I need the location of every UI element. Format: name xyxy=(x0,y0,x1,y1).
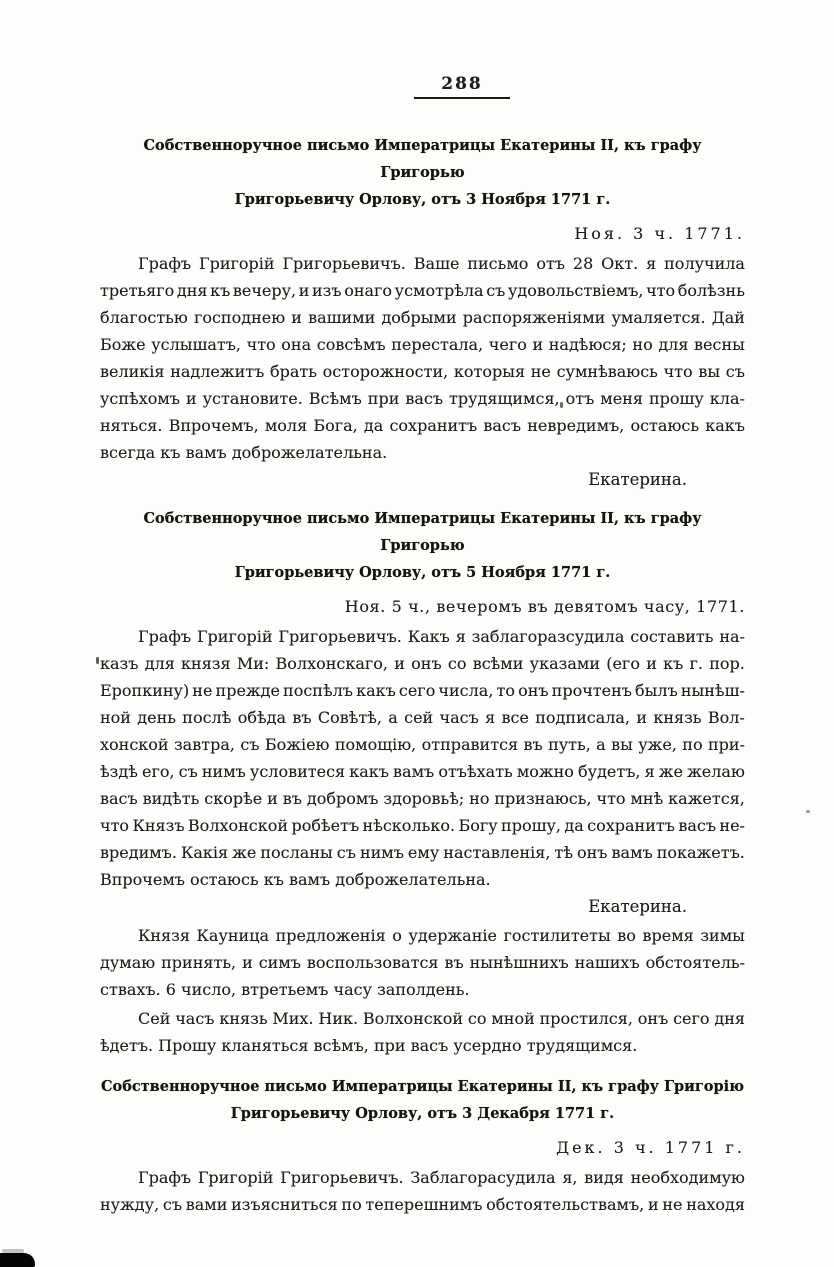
text-line xyxy=(100,385,745,412)
word: видѣть xyxy=(142,789,200,808)
letter-signature: Екатерина. xyxy=(588,897,687,916)
word: усмотрѣла xyxy=(394,281,484,300)
word: путь, xyxy=(548,735,591,754)
text-line xyxy=(100,704,745,731)
word: что xyxy=(663,362,693,381)
word: Григорій xyxy=(197,1168,274,1187)
word: же xyxy=(658,762,683,781)
word: господнею xyxy=(193,308,286,327)
word: признаюсь, xyxy=(494,789,592,808)
word: а xyxy=(388,708,398,727)
word: въ xyxy=(523,735,543,754)
word: обѣда xyxy=(237,708,286,727)
word: то xyxy=(496,681,515,700)
word: она xyxy=(281,335,312,354)
text-line xyxy=(100,304,745,331)
word: онаго xyxy=(344,281,393,300)
letter-heading xyxy=(100,132,745,213)
word: Графъ xyxy=(138,254,192,273)
word: Григорій xyxy=(196,627,273,646)
word: я xyxy=(455,627,466,646)
word: сохранитъ xyxy=(587,816,675,835)
word: на- xyxy=(719,627,745,646)
word: прошу xyxy=(648,389,704,408)
word: установите. xyxy=(202,389,303,408)
word: г. xyxy=(689,654,703,673)
word: дня xyxy=(714,1009,745,1028)
word: чего xyxy=(488,335,527,354)
text-line xyxy=(100,277,745,304)
word: отъѣхать xyxy=(438,762,513,781)
word: и xyxy=(185,389,197,408)
word: добрыми xyxy=(381,308,457,327)
word: Ник. xyxy=(318,1009,359,1028)
word: можно xyxy=(516,762,574,781)
word: васъ xyxy=(678,816,717,835)
word: Сей xyxy=(138,1009,171,1028)
text-column xyxy=(100,132,745,1218)
word: кажется, xyxy=(668,789,745,808)
word: необходимую xyxy=(630,1168,745,1187)
letter-paragraph xyxy=(100,922,745,1003)
word: не xyxy=(530,362,551,381)
letter-heading xyxy=(100,505,745,586)
word: какъ xyxy=(705,416,745,435)
word: которыя xyxy=(453,362,526,381)
word: въ xyxy=(282,789,302,808)
word: заблагоразсудила xyxy=(471,627,625,646)
word: письмо xyxy=(467,254,529,273)
word: желаю xyxy=(687,762,745,781)
word: но xyxy=(632,335,653,354)
word: совсѣмъ xyxy=(316,335,386,354)
word: не- xyxy=(719,816,745,835)
word: онъ xyxy=(637,1009,669,1028)
word: вамъ xyxy=(611,843,653,862)
word: обстоятельствамъ, xyxy=(486,1195,645,1214)
scan-speck xyxy=(560,402,563,408)
text-line xyxy=(100,949,745,976)
word: о xyxy=(392,926,402,945)
word: же xyxy=(232,843,257,862)
word: часъ xyxy=(439,708,479,727)
word: тѣ xyxy=(554,843,573,862)
word: Графъ xyxy=(138,1168,192,1187)
word: нимъ xyxy=(201,762,246,781)
letter-heading xyxy=(100,1073,745,1127)
word: Князя xyxy=(138,926,190,945)
word: онъ xyxy=(577,843,608,862)
word: обстоятель- xyxy=(645,953,745,972)
word: гостилитеты xyxy=(503,926,611,945)
word: во xyxy=(617,926,636,945)
word: съ xyxy=(178,762,198,781)
word: Графъ xyxy=(138,627,192,646)
letter-paragraph xyxy=(100,1164,745,1218)
letter-paragraph xyxy=(100,250,745,466)
word: успѣхомъ xyxy=(100,389,180,408)
word: и xyxy=(291,308,302,327)
word: надѣюся; xyxy=(548,335,627,354)
word: день xyxy=(137,708,176,727)
word: къ xyxy=(663,654,684,673)
word: и xyxy=(242,953,253,972)
word: Божіею xyxy=(264,735,330,754)
text-line xyxy=(100,785,745,812)
word: съ xyxy=(240,735,260,754)
word: удержаніе xyxy=(408,926,497,945)
word: Ваше xyxy=(413,254,460,273)
ink-blot-artifact xyxy=(0,1253,35,1267)
letter-signature: Екатерина. xyxy=(588,470,687,489)
word: и xyxy=(646,654,657,673)
word: отъ xyxy=(536,254,565,273)
word: Григорьевичъ. xyxy=(282,254,406,273)
word: здоровьѣ; xyxy=(383,789,465,808)
word: васъ xyxy=(100,789,138,808)
word: вашими xyxy=(308,308,376,327)
word: ему xyxy=(407,843,440,862)
word: сохранитъ xyxy=(389,416,478,435)
word: скорѣе xyxy=(204,789,263,808)
word: великія xyxy=(100,362,165,381)
word: и xyxy=(532,335,544,354)
text-line xyxy=(100,1191,745,1218)
letter-dateline: Дек. 3 ч. 1771 г. xyxy=(556,1138,745,1157)
word: пор. xyxy=(709,654,745,673)
text-line xyxy=(100,1164,745,1191)
word: нимъ xyxy=(359,843,404,862)
word: я, xyxy=(562,1168,578,1187)
word: весны xyxy=(694,335,745,354)
page-number: 288 xyxy=(441,74,483,94)
word: Вол- xyxy=(707,708,745,727)
word: Какъ xyxy=(407,627,450,646)
word: числа, xyxy=(438,681,494,700)
word: вредимъ. xyxy=(100,843,177,862)
word: васъ xyxy=(483,416,522,435)
word: отправится xyxy=(421,735,519,754)
word: нужду, xyxy=(100,1195,160,1214)
word: добромъ xyxy=(306,789,379,808)
text-line xyxy=(100,412,745,439)
word: сей xyxy=(404,708,434,727)
word: князь xyxy=(653,708,702,727)
word: надлежитъ xyxy=(170,362,265,381)
word: вы xyxy=(611,735,633,754)
word: изъ xyxy=(312,281,342,300)
word: все xyxy=(501,708,529,727)
word: отъ xyxy=(565,389,595,408)
word: Совѣтѣ, xyxy=(317,708,382,727)
word: какъ xyxy=(356,681,396,700)
word: со xyxy=(447,654,467,673)
word: принять, xyxy=(161,953,237,972)
word: князя xyxy=(181,654,231,673)
word: и xyxy=(394,654,405,673)
word: по xyxy=(682,735,703,754)
word: въ xyxy=(292,708,312,727)
word: васъ xyxy=(405,389,444,408)
word: князь xyxy=(219,1009,268,1028)
word: Дай xyxy=(711,308,745,327)
text-line xyxy=(100,677,745,704)
word: будетъ, xyxy=(578,762,641,781)
word: (его xyxy=(606,654,640,673)
word: дня xyxy=(176,281,208,300)
letter-paragraph xyxy=(100,1005,745,1059)
text-line: Впрочемъ остаюсь къ вамъ доброжелательна. xyxy=(100,870,491,889)
word: меня xyxy=(600,389,643,408)
word: робѣетъ xyxy=(291,816,360,835)
word: получила xyxy=(664,254,745,273)
word: Боже xyxy=(100,335,146,354)
word: вы xyxy=(698,362,721,381)
word: Впрочемъ, xyxy=(168,416,259,435)
word: указами xyxy=(529,654,600,673)
word: невредимъ, xyxy=(527,416,625,435)
word: при- xyxy=(707,735,745,754)
word: прежде xyxy=(215,681,280,700)
word: сего xyxy=(673,1009,710,1028)
letter-3 xyxy=(100,1073,745,1218)
word: хонской xyxy=(100,735,169,754)
word: для xyxy=(658,335,689,354)
text-line xyxy=(100,331,745,358)
word: уже, xyxy=(638,735,677,754)
word: въ xyxy=(444,953,464,972)
word: Волхонскаго, xyxy=(275,654,388,673)
word: что xyxy=(646,281,676,300)
word: что xyxy=(596,789,626,808)
word: да xyxy=(564,816,584,835)
word: нашихъ xyxy=(574,953,640,972)
word: мнѣ xyxy=(630,789,664,808)
word: наставленія, xyxy=(443,843,551,862)
text-line xyxy=(100,839,745,866)
word: Какія xyxy=(180,843,229,862)
text-line xyxy=(100,731,745,758)
scan-speck xyxy=(96,657,99,664)
word: зимы xyxy=(700,926,745,945)
text-line: ствахъ. 6 число, втретьемъ часу заполдень. xyxy=(100,980,470,999)
word: что xyxy=(246,335,276,354)
word: воспользоватся xyxy=(306,953,439,972)
scan-speck xyxy=(806,810,810,813)
letter-heading-line: Григорьевичу Орлову, отъ 3 Декабря 1771 г. xyxy=(230,1105,615,1122)
word: казъ xyxy=(100,654,139,673)
word: остаюсь xyxy=(630,416,700,435)
word: удовольствіемъ, xyxy=(507,281,644,300)
word: 28 xyxy=(572,254,594,273)
word: къ xyxy=(210,281,231,300)
text-line xyxy=(100,250,745,277)
letter-heading-line: Григорьевичу Орлову, отъ 3 Ноября 1771 г. xyxy=(234,191,611,208)
word: посланы xyxy=(260,843,333,862)
word: да xyxy=(363,416,384,435)
word: кла- xyxy=(709,389,745,408)
word: сего xyxy=(398,681,436,700)
word: съ xyxy=(486,281,506,300)
word: нынѣшнихъ xyxy=(469,953,569,972)
word: ной xyxy=(100,708,131,727)
word: подписала, xyxy=(535,708,631,727)
text-line: всегда къ вамъ доброжелательна. xyxy=(100,443,388,462)
word: при xyxy=(367,389,400,408)
word: составить xyxy=(630,627,714,646)
word: нѣсколько. xyxy=(362,816,456,835)
letter-heading-line: Собственноручное письмо Императрицы Екатерины II, къ графу Григорью xyxy=(143,137,702,181)
word: я xyxy=(485,708,496,727)
letter-heading-line: Собственноручное письмо Императрицы Екатерины II, къ графу Григорью xyxy=(143,510,702,554)
text-line xyxy=(100,650,745,677)
word: завтра, xyxy=(173,735,235,754)
word: простился, xyxy=(539,1009,633,1028)
word: Кауница xyxy=(196,926,270,945)
word: Мих. xyxy=(272,1009,314,1028)
word: распоряженіями xyxy=(462,308,606,327)
word: болѣзнь xyxy=(677,281,745,300)
word: прочтенъ xyxy=(551,681,632,700)
text-line xyxy=(100,758,745,785)
text-line xyxy=(100,623,745,650)
word: но xyxy=(469,789,490,808)
word: услышатъ, xyxy=(151,335,241,354)
word: не xyxy=(662,1195,683,1214)
word: съ xyxy=(336,843,356,862)
letter-dateline: Ноя. 5 ч., вечеромъ въ девятомъ часу, 1771. xyxy=(344,597,745,616)
letter-heading-line: Григорьевичу Орлову, отъ 5 Ноября 1771 г. xyxy=(234,564,611,581)
word: по xyxy=(341,1195,362,1214)
word: нынѣш- xyxy=(680,681,745,700)
word: и xyxy=(267,789,278,808)
word: находя xyxy=(686,1195,745,1214)
word: Еропкину) xyxy=(100,681,190,700)
word: прошу, xyxy=(501,816,561,835)
word: что xyxy=(100,816,130,835)
word: няться. xyxy=(100,416,163,435)
word: онъ xyxy=(411,654,442,673)
letter-dateline: Ноя. 3 ч. 1771. xyxy=(574,224,745,243)
text-line: ѣдетъ. Прошу кланяться всѣмъ, при васъ усердно трудящимся. xyxy=(100,1036,638,1055)
word: ѣздѣ xyxy=(100,762,138,781)
word: Григорьевичъ. xyxy=(278,627,402,646)
scan-speck xyxy=(351,455,354,458)
word: съ xyxy=(725,362,745,381)
word: перестала, xyxy=(391,335,484,354)
word: умаляется. xyxy=(611,308,706,327)
word: моля xyxy=(264,416,308,435)
word: условитеся xyxy=(249,762,346,781)
word: онъ xyxy=(518,681,549,700)
text-line xyxy=(100,922,745,949)
word: и xyxy=(636,708,647,727)
word: я xyxy=(644,762,655,781)
word: думаю xyxy=(100,953,156,972)
word: помощію, xyxy=(334,735,417,754)
word: Богу xyxy=(458,816,498,835)
word: предложенія xyxy=(275,926,386,945)
word: для xyxy=(144,654,175,673)
word: время xyxy=(642,926,694,945)
letter-1 xyxy=(100,132,745,493)
word: изъясниться xyxy=(231,1195,338,1214)
word: осторожности, xyxy=(322,362,449,381)
word: теперешнимъ xyxy=(365,1195,483,1214)
word: его, xyxy=(141,762,175,781)
word: Волхонской xyxy=(362,1009,464,1028)
word: былъ xyxy=(635,681,678,700)
page-number-header xyxy=(414,74,510,99)
word: благостью xyxy=(100,308,188,327)
text-line xyxy=(100,358,745,385)
word: симъ xyxy=(258,953,301,972)
letter-paragraph xyxy=(100,623,745,893)
word: Бога, xyxy=(313,416,358,435)
text-line xyxy=(100,812,745,839)
word: Волхонской xyxy=(187,816,289,835)
word: вами xyxy=(185,1195,228,1214)
word: Григорій xyxy=(198,254,275,273)
word: послѣ xyxy=(182,708,232,727)
word: какъ xyxy=(349,762,389,781)
text-line xyxy=(100,1005,745,1032)
word: Заблагорасудила xyxy=(410,1168,556,1187)
word: мной xyxy=(491,1009,535,1028)
letter-2 xyxy=(100,505,745,1059)
word: съ xyxy=(162,1195,183,1214)
word: Князъ xyxy=(132,816,185,835)
word: Ми: xyxy=(236,654,270,673)
letter-heading-line: Собственноручное письмо Императрицы Екатерины II, къ графу Григорію xyxy=(100,1078,744,1095)
word: со xyxy=(467,1009,487,1028)
word: я xyxy=(646,254,657,273)
word: всѣми xyxy=(472,654,524,673)
word: Всѣмъ xyxy=(308,389,362,408)
word: сумнѣваюсь xyxy=(556,362,658,381)
word: не xyxy=(192,681,213,700)
word: поспѣлъ xyxy=(283,681,353,700)
word: и xyxy=(647,1195,659,1214)
word: а xyxy=(596,735,606,754)
word: видя xyxy=(584,1168,624,1187)
word: покажетъ. xyxy=(656,843,745,862)
word: часъ xyxy=(175,1009,215,1028)
word: брать xyxy=(270,362,317,381)
word: вамъ xyxy=(393,762,435,781)
word: и xyxy=(298,281,310,300)
word: Григорьевичъ. xyxy=(280,1168,404,1187)
word: вечеру, xyxy=(232,281,297,300)
word: Окт. xyxy=(601,254,639,273)
word: третьяго xyxy=(100,281,175,300)
word: трудящимся, xyxy=(449,389,560,408)
